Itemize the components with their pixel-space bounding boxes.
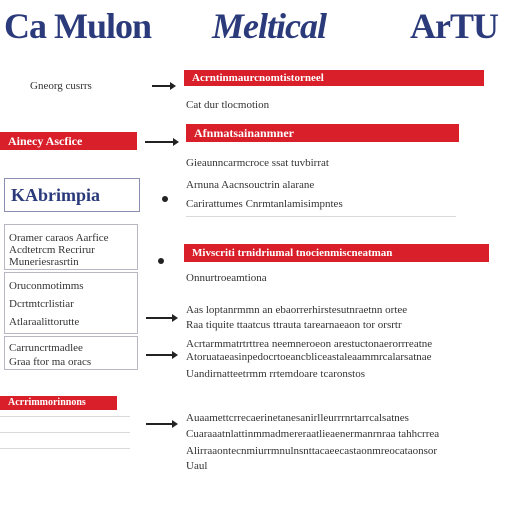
right-para-1-line: Gieaunncarmcroce ssat tuvbirrat [186,157,329,169]
right-line-1: Cat dur tlocmotion [186,99,270,111]
box-row: Oramer caraos Aarfice [9,232,109,244]
left-top-label: Gneorg cusrrs [30,80,92,92]
box-row: Acdtetrcm Recrirur [9,244,95,256]
arrow-5 [146,423,174,425]
box-row: Oruconmotimms [9,280,84,292]
page-title [0,0,512,52]
arrow-3 [146,317,174,319]
box-row: Carruncrtmadlee [9,342,83,354]
left-red-label-1: Ainecy Ascfice [0,132,137,150]
left-red-label-2: Acrrimmorinnons [0,396,117,410]
title-part-3: ArTU [410,6,498,46]
arrow-1 [152,85,172,87]
bullet-dot-2 [158,258,164,264]
arrow-2 [145,141,175,143]
right-para-2-line: Acrtarmmatrtrttrea neemneroeon arestuctonaerorrreatne [186,338,433,350]
right-para-3-line: Alirraaontecnmiurrmnulnsnttacaeecastaonmreocataonsor [186,445,438,457]
box-row: Dcrtmtcrlistiar [9,298,74,310]
right-red-bar-2: Afnmatsainanmner [186,124,459,142]
right-para-2-line: Aas loptanrmmn an ebaorrerhirstesutnraetnn ortee [186,304,408,316]
arrow-4 [146,354,174,356]
right-para-2-line: Atoruataeasinpedocrtoeancbliceastaleaammrcalarsatnae [186,351,432,363]
divider [186,216,456,217]
right-para-3-line: Cuaraaatnlattinmmadmereraatlieaenermanrnraa tahhcrrea [186,428,440,440]
right-para-1-line: Carirattumes Cnrmtanlamisimpntes [186,198,343,210]
title-part-2: Meltical [212,6,326,46]
left-box-1 [4,224,138,270]
divider [0,432,130,433]
left-box-title [4,178,140,212]
left-box-2 [4,272,138,334]
right-para-3-line: Auaamettcrrecaerinetanesanirlleurrrnrtarrcalsatnes [186,412,409,424]
right-para-2-line: Raa tiquite ttaatcus ttrauta tarearnaeaon tor orsrtr [186,319,402,331]
box-row: Atlaraalittorutte [9,316,80,328]
title-part-1: Ca Mulon [4,6,152,46]
right-para-2-line: Uandirnatteetrmm rrtemdoare tcaronstos [186,368,365,380]
right-para-3-line: Uaul [186,460,208,472]
divider [0,416,130,417]
right-red-bar-3: Mivscriti trnidriumal tnocienmiscneatman [184,244,489,262]
left-box-title-text: KAbrimpia [11,185,101,205]
left-box-3 [4,336,138,370]
right-red-bar-1: Acrntinmaurcnomtistorneel [184,70,484,86]
right-para-1-line: Arnuna Aacnsouctrin alarane [186,179,315,191]
box-row: Graa ftor ma oracs [9,356,92,368]
right-line-2: Onnurtroeamtiona [186,272,267,284]
bullet-dot-1 [162,196,168,202]
box-row: Muneriesrasrtin [9,256,79,268]
divider [0,448,130,449]
